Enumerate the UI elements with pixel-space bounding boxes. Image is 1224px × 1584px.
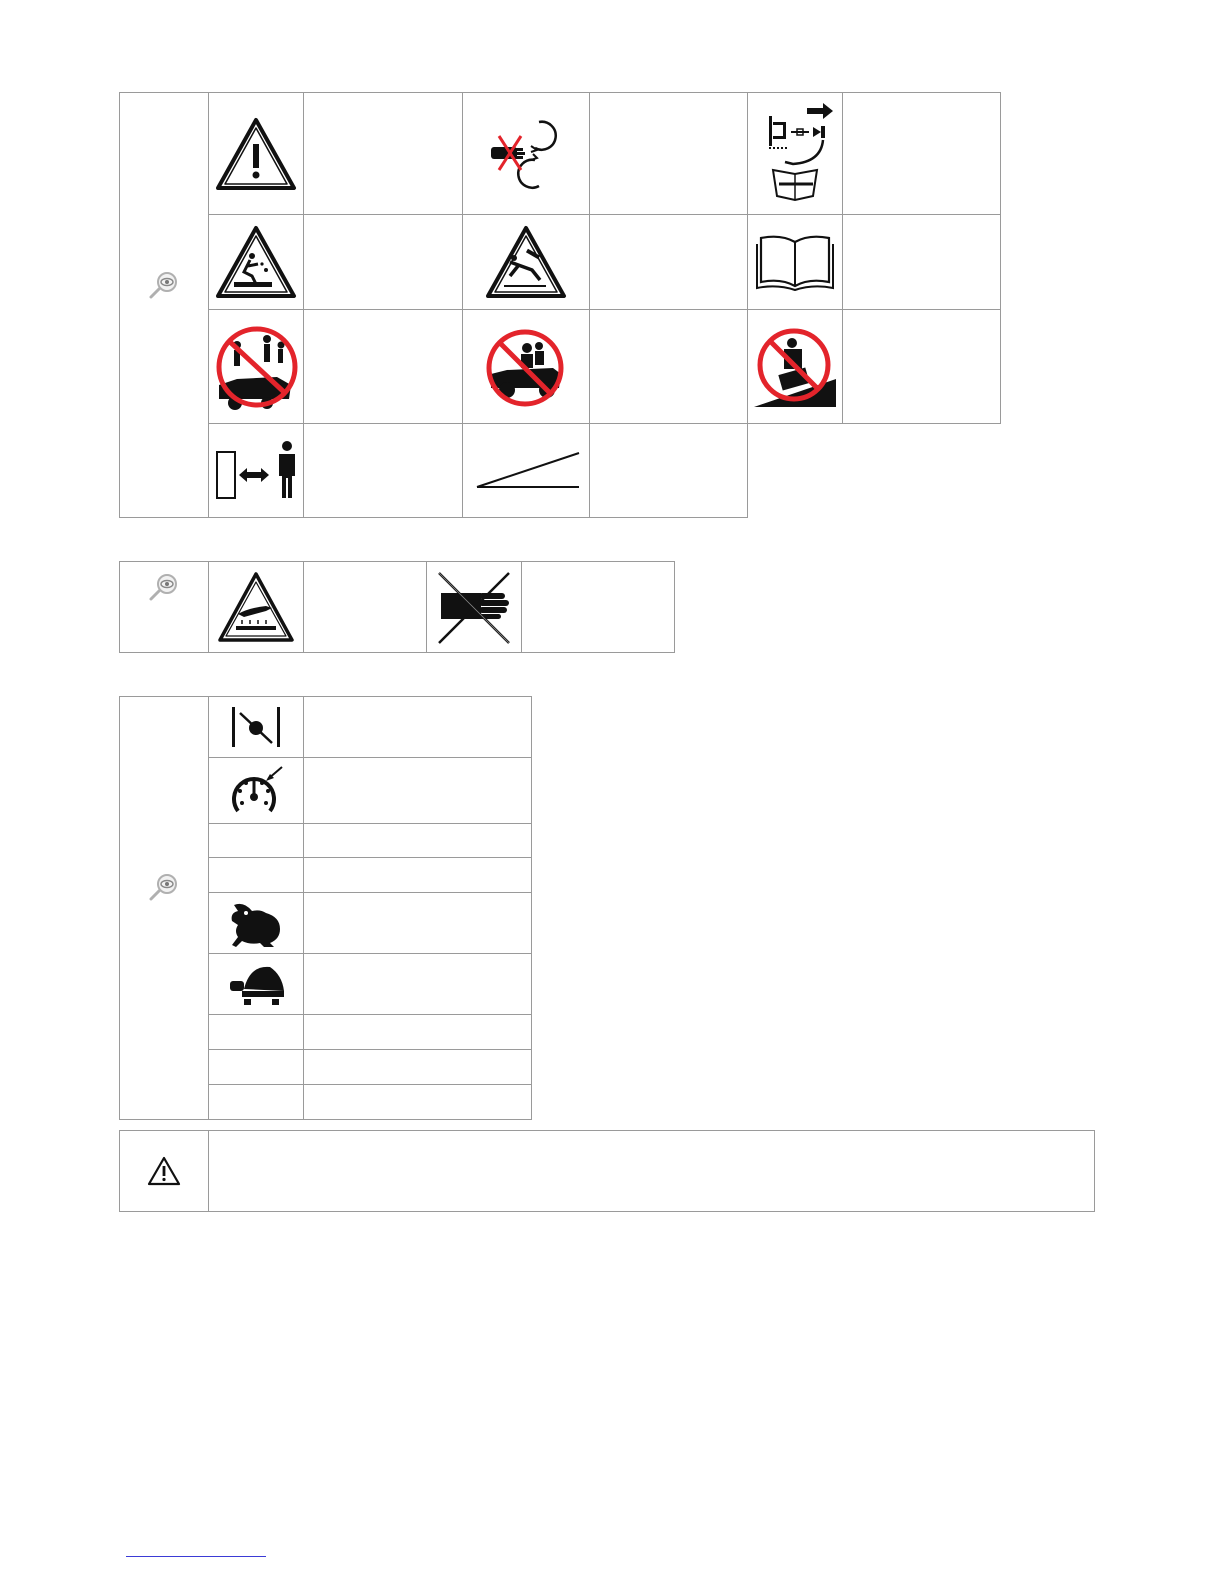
description-cell [843,215,1001,310]
symbol-cell [209,858,304,893]
symbol-cell [209,1015,304,1050]
description-cell [304,697,532,758]
description-cell [522,562,675,653]
warning-box-divider [208,1130,209,1212]
magnifier-eye-icon [140,262,186,308]
description-cell [304,1085,532,1120]
description-cell [304,215,463,310]
slow-turtle-icon [209,954,303,1014]
symbol-cell [209,1085,304,1120]
hot-surface-warning-icon [209,562,303,652]
description-cell [304,424,463,518]
slope-angle-icon [463,424,589,517]
description-cell [590,215,748,310]
description-cell [304,858,532,893]
description-cell [843,310,1001,424]
description-cell [304,562,427,653]
warning-triangle-small-icon [120,1131,208,1211]
description-cell [304,758,532,824]
warning-text [220,1140,1080,1202]
throttle-gauge-icon [209,758,303,823]
no-passengers-icon [463,310,589,423]
description-cell [304,893,532,954]
description-cell [843,93,1001,215]
description-cell [304,954,532,1015]
description-cell [304,824,532,858]
description-cell [590,93,748,215]
description-cell [304,310,463,424]
choke-icon [209,697,303,757]
magnifier-eye-icon [140,564,186,610]
description-cell [304,1015,532,1050]
general-warning-triangle-icon [209,93,303,214]
symbol-cell [209,1050,304,1085]
description-cell [304,1050,532,1085]
no-bystanders-icon [209,310,303,423]
no-steep-slope-icon [748,310,842,423]
magnifier-eye-icon [140,864,186,910]
hand-rotating-blades-prohibited-icon [463,93,589,214]
safe-distance-icon [209,424,303,517]
run-over-hazard-warning-icon [463,215,589,309]
fast-rabbit-icon [209,893,303,953]
read-manual-icon [748,215,842,309]
description-cell [590,310,748,424]
footer-link-underline[interactable] [126,1556,266,1557]
spark-plug-disconnect-manual-icon [748,93,842,214]
description-cell [590,424,748,518]
do-not-touch-hand-icon [427,562,521,652]
table-1-left-border [119,92,120,518]
thrown-objects-warning-icon [209,215,303,309]
symbol-cell [209,824,304,858]
description-cell [304,93,463,215]
